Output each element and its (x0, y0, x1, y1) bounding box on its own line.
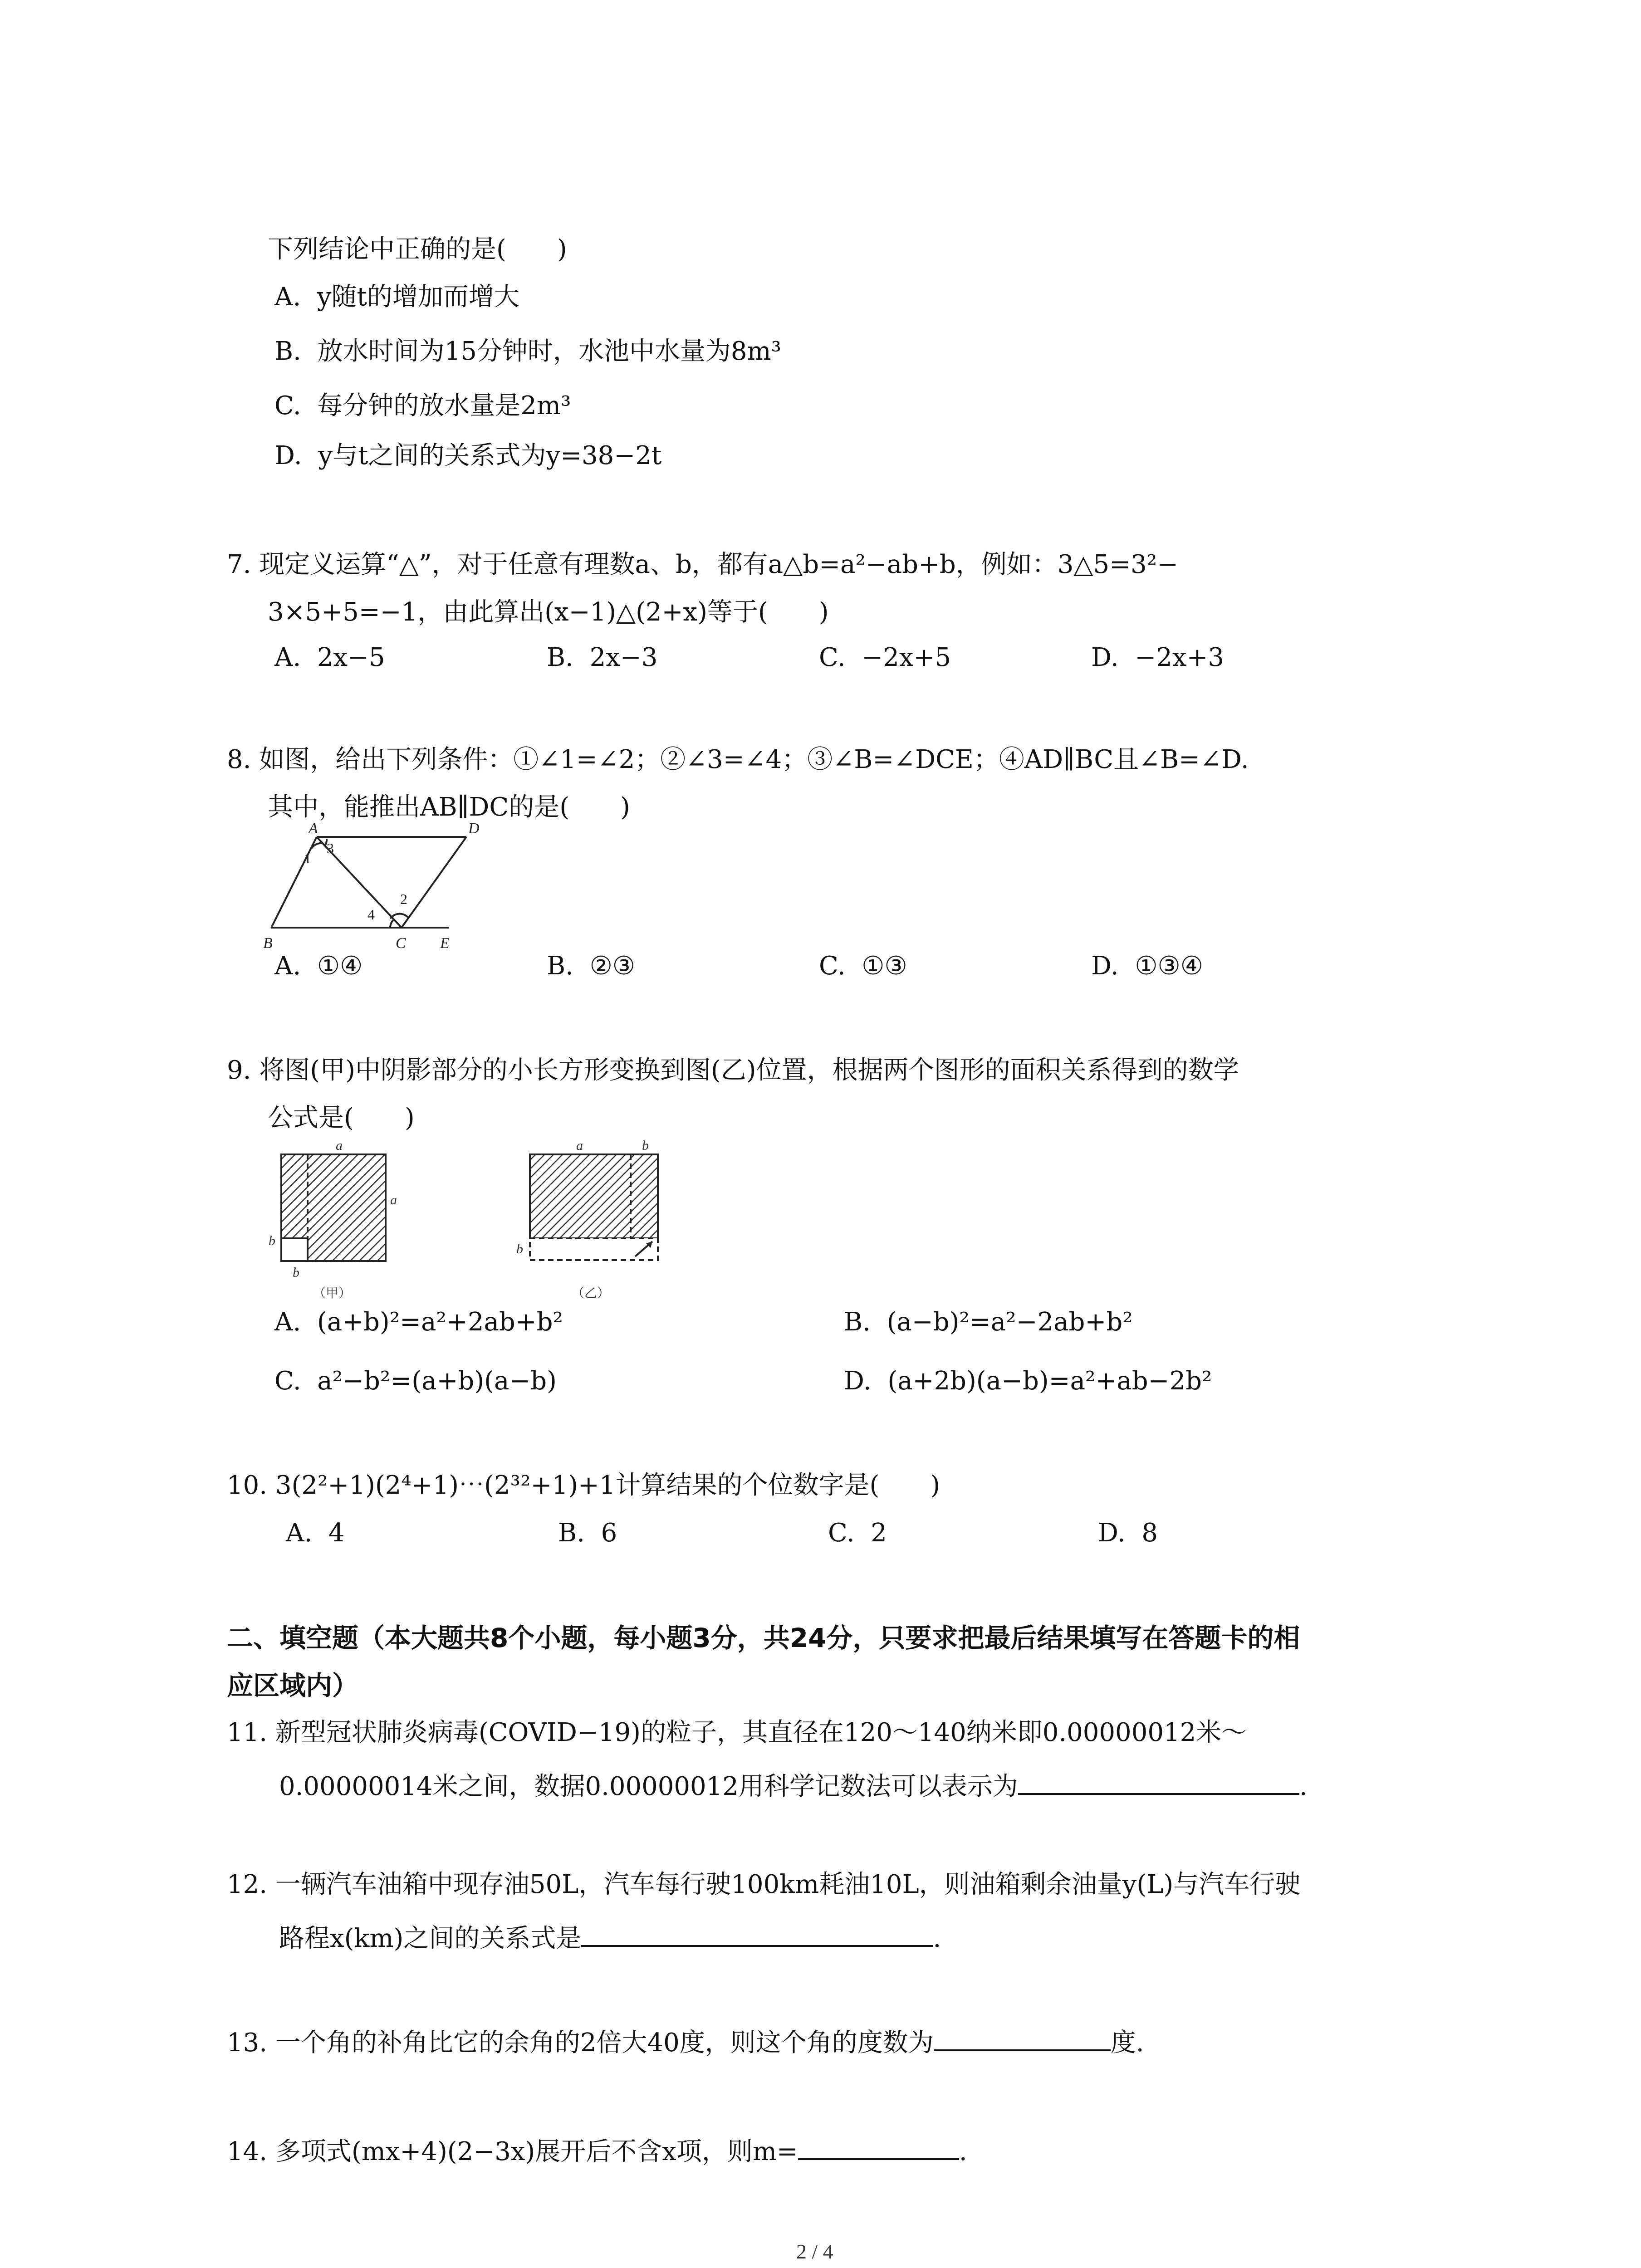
q7-option-b: B. 2x−3 (547, 643, 658, 672)
q9-yi-label-left: b (516, 1242, 523, 1256)
q9-yi-label-a: a (576, 1138, 583, 1153)
q8-label-e: E (440, 935, 450, 952)
q8-option-d: D. ①③④ (1091, 951, 1203, 981)
q11-answer-blank[interactable] (1018, 1767, 1299, 1795)
q8-label-a: A (309, 823, 318, 837)
q10-option-c: C. 2 (828, 1518, 887, 1548)
q9-jia-label-left: b (269, 1233, 275, 1248)
q8-option-b: B. ②③ (547, 951, 635, 981)
q10-option-a: A. 4 (286, 1518, 345, 1548)
q8-line-dc (402, 837, 466, 928)
q9-yi-shaded-region (530, 1154, 658, 1238)
q8-angle-arc-4 (390, 919, 394, 928)
q7-option-c: C. −2x+5 (819, 643, 951, 672)
q12-stem-line1: 12. 一辆汽车油箱中现存油50L，汽车每行驶100km耗油10L，则油箱剩余油量y(L)与汽车行驶 (227, 1870, 1301, 1899)
q14-stem: 14. 多项式(mx+4)(2−3x)展开后不含x项，则m= . (227, 2132, 967, 2168)
q11-stem-line2: 0.00000014米之间，数据0.00000012用科学记数法可以表示为 . (279, 1767, 1308, 1803)
q10-option-d: D. 8 (1098, 1518, 1158, 1548)
q8-parallelogram-figure (254, 823, 508, 955)
q8-label-b: B (263, 935, 273, 952)
q9-jia-caption: （甲） (313, 1286, 352, 1300)
q9-option-c: C. a²−b²=(a+b)(a−b) (274, 1366, 557, 1396)
q8-stem-line2: 其中，能推出AB∥DC的是( ) (268, 792, 630, 822)
q11-stem-line1: 11. 新型冠状肺炎病毒(COVID−19)的粒子，其直径在120～140纳米即0.00000012米～ (227, 1718, 1247, 1747)
q8-label-d: D (468, 823, 480, 837)
q6-option-c: C. 每分钟的放水量是2m³ (274, 391, 571, 420)
q9-stem-line2: 公式是( ) (268, 1103, 415, 1133)
q8-label-c: C (396, 935, 406, 952)
q6-option-a: A. y随t的增加而增大 (274, 282, 519, 312)
q7-option-a: A. 2x−5 (274, 643, 385, 672)
q12-answer-blank[interactable] (581, 1919, 933, 1947)
q10-option-b: B. 6 (558, 1518, 617, 1548)
q12-stem-line2: 路程x(km)之间的关系式是 . (279, 1919, 941, 1955)
section-2-heading-line1: 二、填空题（本大题共8个小题，每小题3分，共24分，只要求把最后结果填写在答题卡的相 (227, 1623, 1300, 1653)
q9-option-d: D. (a+2b)(a−b)=a²+ab−2b² (844, 1366, 1212, 1396)
q9-yi-label-b: b (642, 1138, 649, 1153)
q10-stem: 10. 3(2²+1)(2⁴+1)⋯(2³²+1)+1计算结果的个位数字是( ) (227, 1471, 941, 1500)
q6-option-b: B. 放水时间为15分钟时，水池中水量为8m³ (274, 337, 781, 366)
q9-yi-caption: （乙） (572, 1286, 610, 1300)
q8-angle-label-4: 4 (367, 906, 375, 923)
q8-option-a: A. ①④ (274, 951, 363, 981)
q7-option-d: D. −2x+3 (1091, 643, 1224, 672)
q9-figure-jia (259, 1136, 413, 1304)
q13-stem: 13. 一个角的补角比它的余角的2倍大40度，则这个角的度数为 度. (227, 2023, 1144, 2059)
q8-option-c: C. ①③ (819, 951, 907, 981)
q9-jia-label-right: a (390, 1193, 397, 1207)
q9-jia-label-bottom: b (293, 1265, 299, 1280)
page-number: 2 / 4 (796, 2240, 833, 2263)
q9-figure-yi (508, 1136, 681, 1304)
q8-angle-label-3: 3 (327, 840, 334, 856)
q9-yi-bottom-strip (530, 1238, 658, 1260)
q13-answer-blank[interactable] (934, 2023, 1111, 2051)
q9-jia-white-corner (281, 1238, 308, 1261)
q6-stem: 下列结论中正确的是( ) (268, 235, 567, 264)
section-2-heading-line2: 应区域内） (227, 1670, 359, 1701)
q7-stem-line2: 3×5+5=−1，由此算出(x−1)△(2+x)等于( ) (268, 597, 829, 627)
q8-angle-label-2: 2 (400, 891, 407, 907)
q6-option-d: D. y与t之间的关系式为y=38−2t (274, 441, 662, 470)
q9-option-a: A. (a+b)²=a²+2ab+b² (274, 1307, 563, 1337)
q9-jia-label-top: a (336, 1138, 343, 1153)
q9-option-b: B. (a−b)²=a²−2ab+b² (844, 1307, 1133, 1337)
q14-answer-blank[interactable] (798, 2132, 959, 2160)
q8-angle-label-1: 1 (304, 850, 311, 866)
q9-stem-line1: 9. 将图(甲)中阴影部分的小长方形变换到图(乙)位置，根据两个图形的面积关系得到的数学 (227, 1056, 1239, 1085)
q7-stem-line1: 7. 现定义运算“△”，对于任意有理数a、b，都有a△b=a²−ab+b，例如：3△5=3²− (227, 550, 1179, 579)
q8-stem-line1: 8. 如图，给出下列条件：①∠1=∠2；②∠3=∠4；③∠B=∠DCE；④AD∥BC且∠B=∠D. (227, 745, 1249, 774)
